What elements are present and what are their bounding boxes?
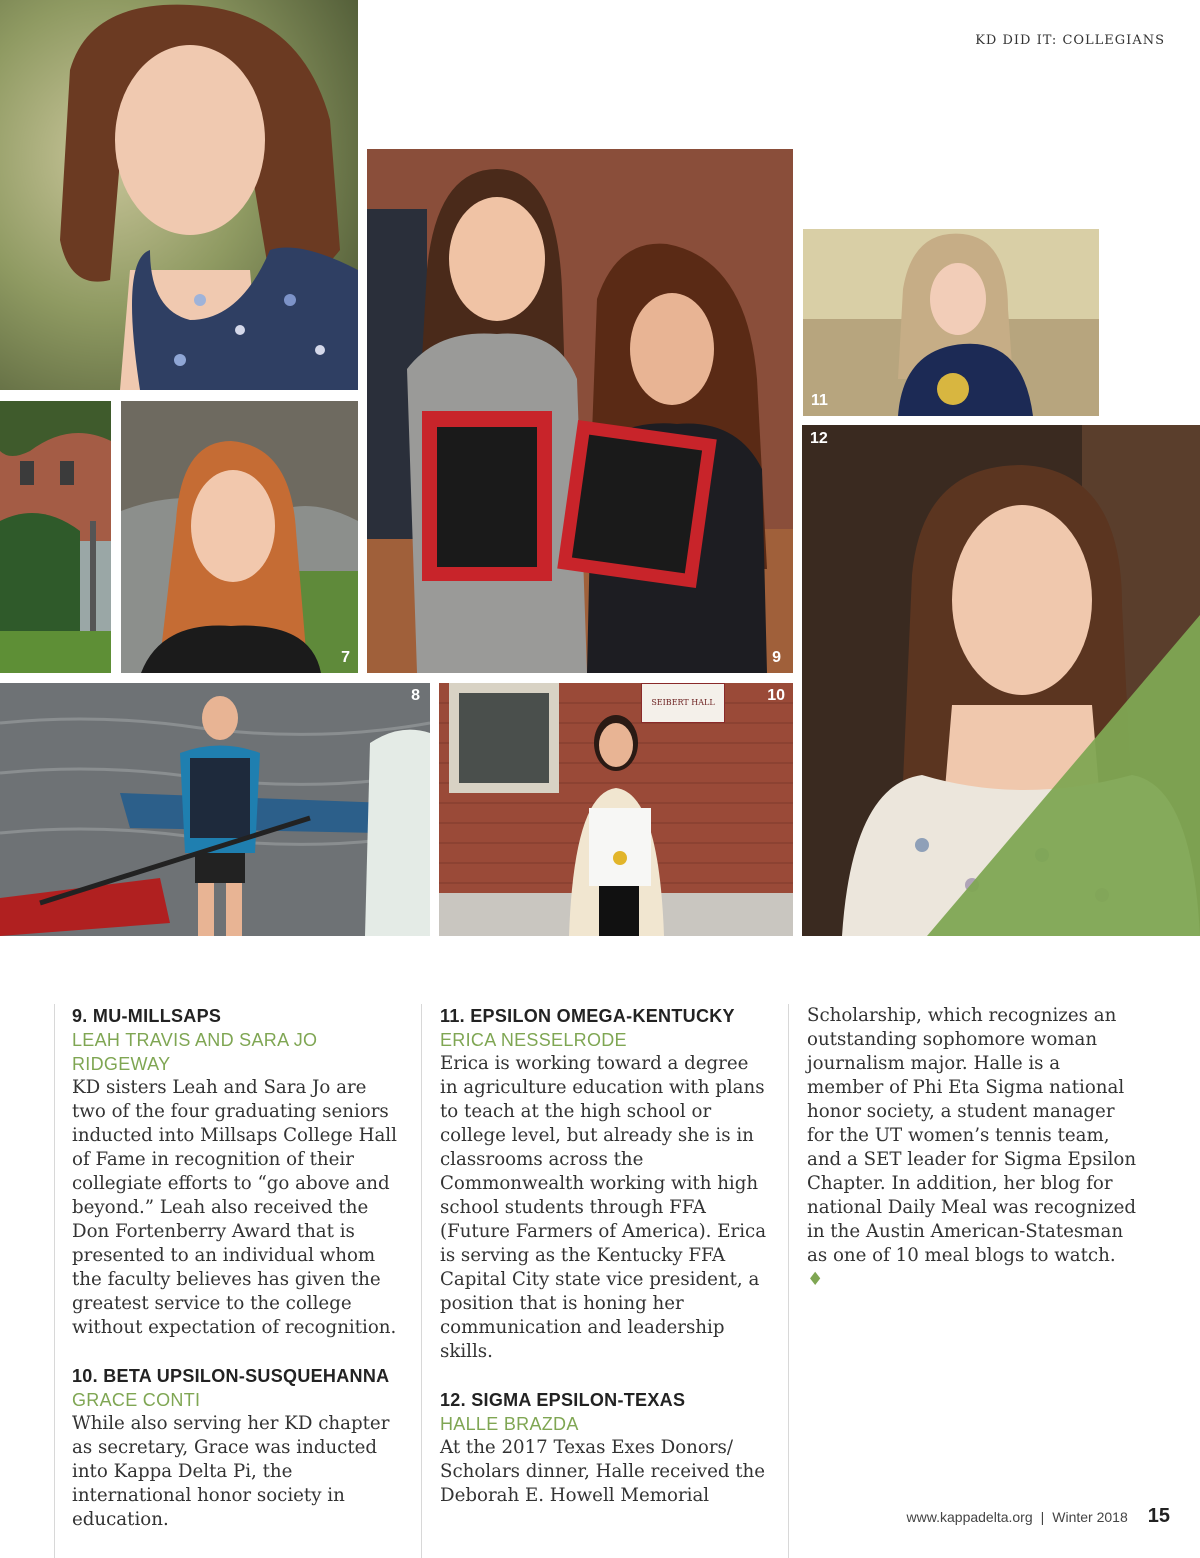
article-12-names: HALLE BRAZDA	[440, 1414, 579, 1434]
article-12-heading: 12. SIGMA EPSILON-TEXAS	[440, 1390, 686, 1410]
article-9-names: LEAH TRAVIS AND SARA JO RIDGEWAY	[72, 1030, 318, 1074]
photo-leah-and-sara-jo	[367, 149, 793, 673]
photo-seibert-hall	[439, 683, 793, 936]
footer-url[interactable]: www.kappadelta.org	[906, 1509, 1033, 1525]
article-11-names: ERICA NESSELRODE	[440, 1030, 627, 1050]
article-9-heading: 9. MU-MILLSAPS	[72, 1006, 222, 1026]
article-12-body-part-2	[807, 1004, 1137, 1292]
article-9-body: KD sisters Leah and Sara Jo are two of the four graduating seniors inducted into Millsaps College Hall of Fame in recognition of their collegiate efforts to “go above and beyond.” Leah also received the Don Fortenberry Award that is presented to an individual whom the faculty believes has given the greatest service to the college without expectation of recognition.	[72, 1077, 397, 1338]
end-diamond-icon: ♦	[807, 1269, 824, 1290]
article-10-names: GRACE CONTI	[72, 1390, 201, 1410]
footer-issue: Winter 2018	[1052, 1509, 1128, 1525]
photo-number-8: 8	[411, 687, 420, 704]
text-column-3	[807, 1004, 1137, 1292]
photo-number-10: 10	[767, 687, 785, 704]
article-12-body-continued: Scholarship, which recognizes an outstanding sophomore woman journalism major. Halle is a member of Phi Eta Sigma national honor society, a student manager for the UT women’s tennis team, and a SET leader for Sigma Epsilon Chapter. In addition, her blog for national Daily Meal was recognized in the Austin American-Statesman as one of 10 meal blogs to watch.	[807, 1005, 1137, 1266]
footer-separator: |	[1040, 1509, 1045, 1525]
text-column-2	[440, 1004, 770, 1508]
column-rule-middle-left	[421, 1004, 422, 1558]
page-footer	[907, 1505, 1170, 1528]
photo-erica-nesselrode	[803, 229, 1099, 416]
campus-building-photo	[0, 401, 111, 673]
photo-number-11: 11	[811, 392, 828, 409]
article-10-heading: 10. BETA UPSILON-SUSQUEHANNA	[72, 1366, 390, 1386]
article-12-body-part-1: At the 2017 Texas Exes Donors/ Scholars dinner, Halle received the Deborah E. Howell Memorial	[440, 1437, 766, 1506]
seibert-hall-sign: SEIBERT HALL	[641, 683, 725, 723]
article-11-body: Erica is working toward a degree in agriculture education with plans to teach at the high school or college level, but already she is in classrooms across the Commonwealth working with high school students through FFA (Future Farmers of America). Erica is serving as the Kentucky FFA Capital City state vice president, a position that is honing her communication and leadership skills.	[440, 1053, 767, 1362]
photo-number-7: 7	[341, 649, 350, 666]
text-column-1	[72, 1004, 402, 1532]
photo-number-9: 9	[772, 649, 781, 666]
article-10-body: While also serving her KD chapter as secretary, Grace was inducted into Kappa Delta Pi, the international honor society in education.	[72, 1413, 390, 1530]
photo-canoe-race	[0, 683, 430, 936]
photo-grace-conti	[121, 401, 358, 673]
column-rule-middle-right	[788, 1004, 789, 1558]
photo-number-12: 12	[810, 430, 828, 447]
column-rule-left	[54, 1004, 55, 1558]
running-head: KD DID IT: COLLEGIANS	[975, 33, 1165, 48]
page-number: 15	[1147, 1505, 1170, 1527]
portrait-photo-top-left	[0, 0, 358, 390]
article-11-heading: 11. EPSILON OMEGA-KENTUCKY	[440, 1006, 735, 1026]
photo-halle-brazda	[802, 425, 1200, 936]
